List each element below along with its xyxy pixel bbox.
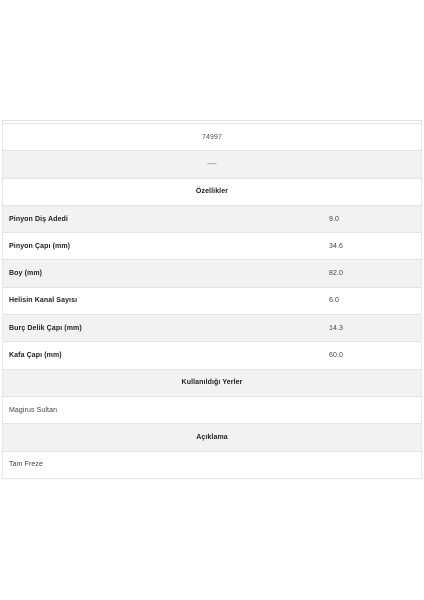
features-heading: Özellikler [195,188,229,196]
feature-row-pinion-diameter [2,233,422,260]
features-heading-row [2,179,422,206]
feature-row-helix-channels [2,288,422,315]
feature-label: Kafa Çapı (mm) [9,352,62,360]
product-code-row [2,124,422,151]
feature-row-head-diameter [2,342,422,369]
feature-value: 14.3 [329,324,344,332]
dash-row [2,151,422,178]
description-row [2,452,422,479]
product-code: 74997 [202,133,222,141]
feature-label: Pinyon Diş Adedi [9,215,68,223]
usage-row [2,397,422,424]
dash-placeholder: ---- [207,160,217,168]
usage-text: Magirus Sultan [9,406,58,414]
feature-label: Pinyon Çapı (mm) [9,242,71,250]
feature-value: 6.0 [329,297,340,305]
feature-label: Helisin Kanal Sayısı [9,297,78,305]
feature-value: 82.0 [329,270,344,278]
spec-table [2,120,422,479]
usage-heading: Kullanıldığı Yerler [181,379,243,387]
feature-row-teeth [2,206,422,233]
feature-value: 34.6 [329,242,344,250]
feature-label: Boy (mm) [9,270,43,278]
description-text: Tam Freze [9,461,43,469]
description-heading-row [2,424,422,451]
feature-value: 9.0 [329,215,340,223]
feature-row-length [2,260,422,287]
description-heading: Açıklama [196,433,228,441]
feature-value: 60.0 [329,352,344,360]
usage-heading-row [2,370,422,397]
feature-row-bushing-bore [2,315,422,342]
feature-label: Burç Delik Çapı (mm) [9,324,82,332]
